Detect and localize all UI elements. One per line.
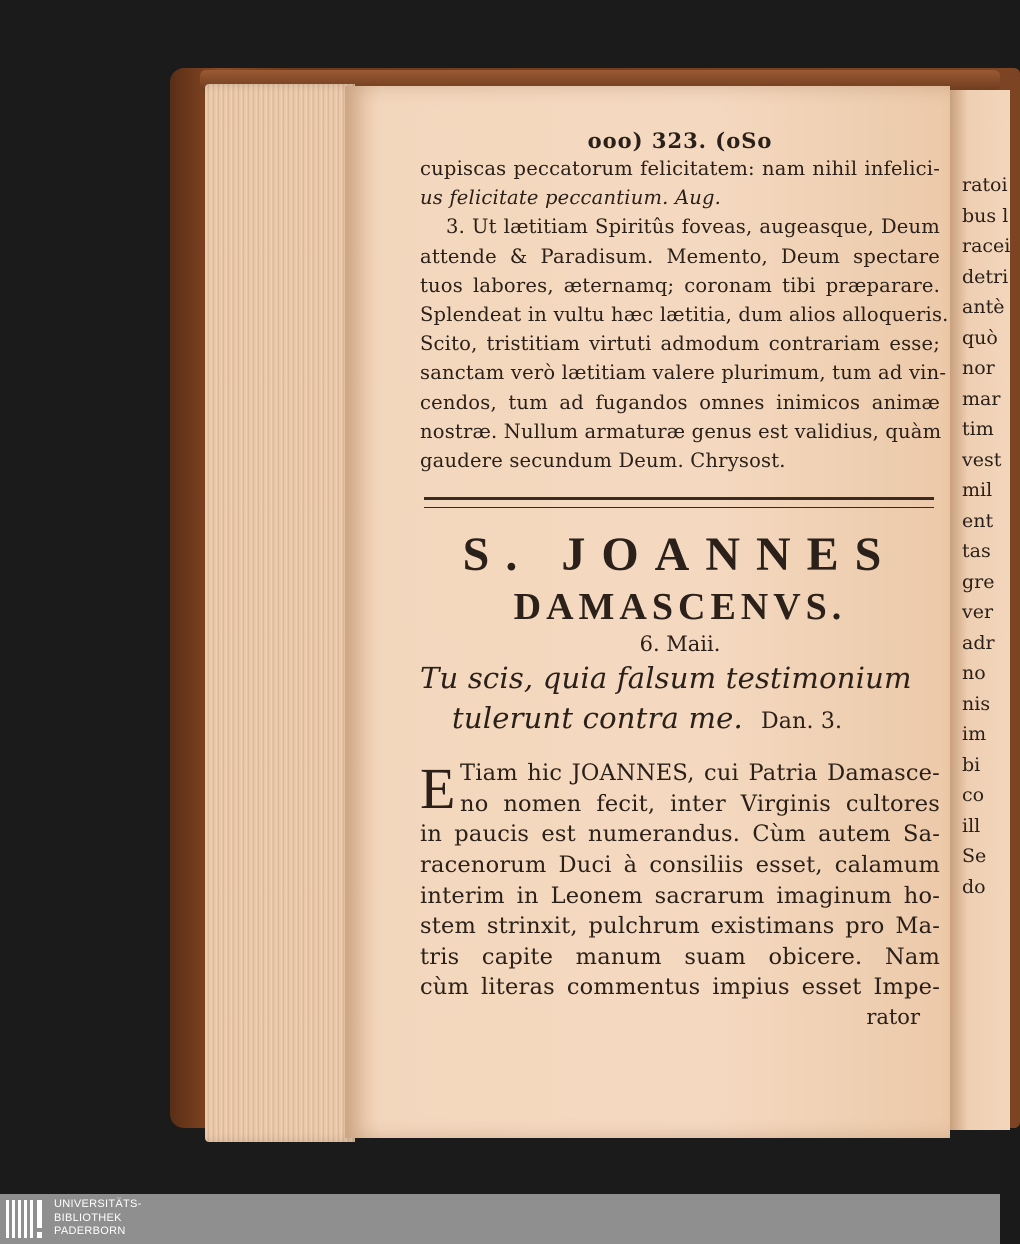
text-line: stem strinxit, pulchrum existimans pro Ma- bbox=[420, 913, 940, 940]
next-page-fragment: ill bbox=[962, 814, 981, 837]
next-page-fragment: mar bbox=[962, 387, 1001, 410]
next-page-fragment: Se bbox=[962, 845, 987, 867]
university-library-logo bbox=[4, 1198, 46, 1240]
paragraph-3 bbox=[420, 212, 949, 475]
quote-reference: Dan. 3. bbox=[760, 709, 843, 735]
next-page-fragment: ratoi bbox=[962, 174, 1008, 196]
library-name-line: UNIVERSITÄTS- bbox=[54, 1198, 142, 1210]
feast-date: 6. Maii. bbox=[639, 632, 721, 657]
quote-text: tulerunt contra me. bbox=[452, 701, 743, 736]
next-page-fragment: nis bbox=[962, 692, 991, 715]
quote-line bbox=[420, 698, 940, 742]
text-line: cùm literas commentus impius esset Impe- bbox=[420, 974, 940, 1001]
text-line: Tiam hic JOANNES, cui Patria Damasce- bbox=[460, 760, 940, 787]
text-line: 3. Ut lætitiam Spiritûs foveas, augeasque, Deum bbox=[446, 215, 940, 239]
quote-line: Tu scis, quia falsum testimonium bbox=[420, 661, 912, 696]
page-header: ooo) 323. (oSo bbox=[587, 128, 773, 153]
text-line: us felicitate peccantium. Aug. bbox=[420, 186, 722, 210]
next-page-fragment: detri bbox=[962, 265, 1009, 288]
text-line: sanctam verò lætitiam valere plurimum, tum ad vin- bbox=[420, 361, 947, 385]
drop-cap: E bbox=[420, 756, 456, 822]
library-footer bbox=[0, 1194, 1000, 1244]
text-line: in paucis est numerandus. Cùm autem Sa- bbox=[420, 821, 940, 848]
text-line: attende & Paradisum. Memento, Deum spectare bbox=[420, 244, 940, 268]
text-line: no nomen fecit, inter Virginis cultores bbox=[460, 790, 940, 817]
next-page-fragment: do bbox=[962, 875, 986, 898]
text-line: Scito, tristitiam virtuti admodum contrariam esse; bbox=[420, 332, 940, 356]
next-page-fragment: ent bbox=[962, 509, 994, 532]
library-name-line: PADERBORN bbox=[54, 1225, 126, 1237]
text-line: Splendeat in vultu hæc lætitia, dum alios alloqueris. bbox=[420, 303, 949, 327]
next-page-fragment: racei bbox=[962, 235, 1011, 257]
next-page-fragments bbox=[962, 170, 1010, 902]
library-name-line: BIBLIOTHEK bbox=[54, 1211, 122, 1224]
text-line: tuos labores, æternamq; coronam tibi præparare. bbox=[420, 273, 940, 297]
text-line: cupiscas peccatorum felicitatem: nam nihil infelici- bbox=[420, 157, 940, 180]
next-page-fragment: mil bbox=[962, 479, 993, 501]
page-text bbox=[420, 128, 949, 1031]
next-page-fragment: quò bbox=[962, 326, 998, 349]
next-page-fragment: im bbox=[962, 723, 987, 745]
text-line: nostræ. Nullum armaturæ genus est validius, quàm bbox=[420, 419, 942, 443]
next-page-fragment: adr bbox=[962, 631, 995, 654]
next-page-fragment: gre bbox=[962, 570, 995, 593]
next-page-fragment: vest bbox=[962, 448, 1002, 471]
text-line: tris capite manum suam obicere. Nam bbox=[420, 943, 940, 970]
next-page-fragment: antè bbox=[962, 296, 1005, 318]
next-page-fragment: tim bbox=[962, 418, 994, 440]
next-page-fragment: co bbox=[962, 784, 985, 806]
scripture-quote bbox=[420, 658, 940, 742]
next-page-fragment: bus l bbox=[962, 204, 1009, 227]
next-page-fragment: ver bbox=[962, 601, 994, 623]
next-page-fragment: tas bbox=[962, 540, 991, 562]
text-line: interim in Leonem sacrarum imaginum ho- bbox=[420, 882, 940, 909]
library-name bbox=[54, 1198, 142, 1239]
top-lines bbox=[420, 154, 940, 212]
next-page-fragment: no bbox=[962, 662, 986, 684]
text-line: racenorum Duci à consiliis esset, calamum bbox=[420, 852, 940, 879]
page-edges bbox=[205, 84, 355, 1142]
saint-surname-heading: DAMASCENVS. bbox=[513, 586, 847, 629]
next-page-fragment: nor bbox=[962, 357, 995, 379]
body-paragraph bbox=[420, 758, 940, 1003]
section-rule bbox=[424, 497, 934, 508]
text-line: cendos, tum ad fugandos omnes inimicos animæ bbox=[420, 390, 940, 414]
saint-name-heading: S. JOANNES bbox=[462, 528, 898, 582]
catchword: rator bbox=[866, 1004, 920, 1029]
text-line: gaudere secundum Deum. Chrysost. bbox=[420, 449, 786, 473]
next-page-fragment: bi bbox=[962, 753, 981, 776]
